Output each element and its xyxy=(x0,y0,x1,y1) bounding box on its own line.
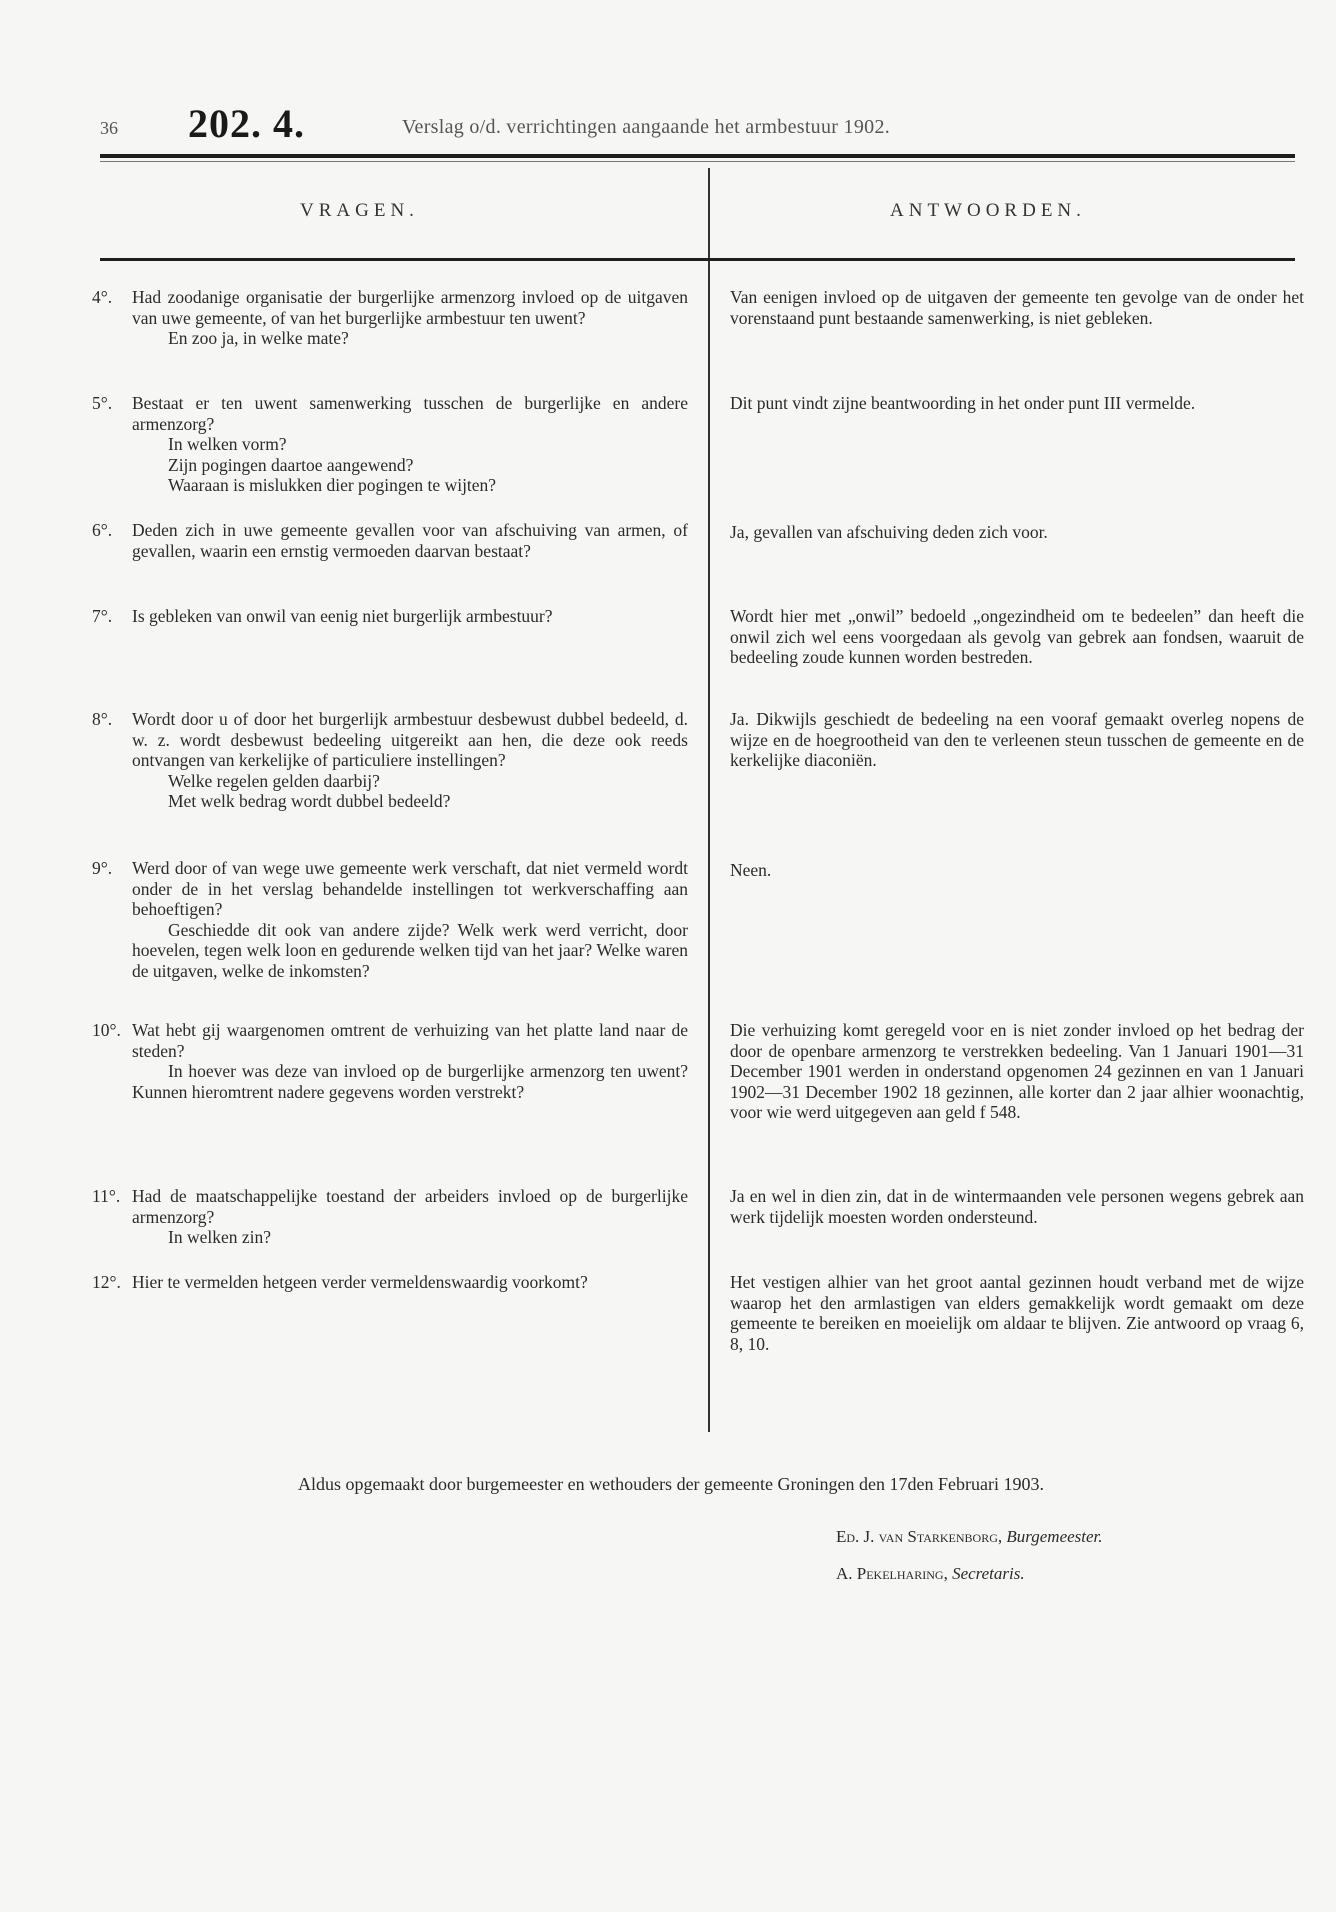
question-text: Wat hebt gij waargenomen omtrent de verhuizing van het platte land naar de steden? xyxy=(132,1020,688,1061)
question-7 xyxy=(92,606,688,627)
question-12 xyxy=(92,1272,688,1293)
question-number: 6°. xyxy=(92,520,113,540)
signatory-role: Burgemeester. xyxy=(1006,1527,1103,1546)
question-text: Bestaat er ten uwent samenwerking tusschen de burgerlijke en andere armenzorg? xyxy=(132,393,688,434)
question-text: Deden zich in uwe gemeente gevallen voor van afschuiving van armen, of gevallen, waarin een ernstig vermoeden daarvan bestaat? xyxy=(132,520,688,561)
answer-6: Ja, gevallen van afschuiving deden zich voor. xyxy=(730,522,1048,542)
signature-burgemeester: Ed. J. van Starkenborg, Burgemeester. xyxy=(836,1527,1103,1546)
question-11 xyxy=(92,1186,688,1248)
question-number: 12°. xyxy=(92,1272,121,1292)
question-text: Had zoodanige organisatie der burgerlijke armenzorg invloed op de uitgaven van uwe gemeente, of van het burgerlijke armbestuur ten uwent? xyxy=(132,287,688,328)
question-text: Wordt door u of door het burgerlijk armbestuur desbewust dubbel bedeeld, d. w. z. wordt desbewust bedeeling uitgereikt aan hen, die deze ook reeds ontvangen van kerkelijke of particuliere instellingen? xyxy=(132,709,688,770)
signatory-name: A. Pekelharing xyxy=(836,1564,944,1583)
question-5 xyxy=(92,393,688,496)
page-number: 36 xyxy=(100,118,118,138)
question-text: Hier te vermelden hetgeen verder vermeldenswaardig voorkomt? xyxy=(132,1272,588,1292)
question-8 xyxy=(92,709,688,812)
question-4 xyxy=(92,287,688,349)
question-number: 10°. xyxy=(92,1020,121,1040)
question-10 xyxy=(92,1020,688,1102)
question-number: 5°. xyxy=(92,393,113,413)
question-subtext: In welken zin? xyxy=(168,1227,272,1247)
question-text: Had de maatschappelijke toestand der arbeiders invloed op de burgerlijke armenzorg? xyxy=(132,1186,688,1227)
question-subtext: In welken vorm? xyxy=(168,434,287,454)
answer-12: Het vestigen alhier van het groot aantal gezinnen houdt verband met de wijze waarop het den armlastigen van elders gemakkelijk wordt gemaakt om deze gemeente te bereiken en moeielijk om aldaar te blijven. Zie antwoord op vraag 6, 8, 10. xyxy=(730,1272,1304,1354)
question-subtext: Waaraan is mislukken dier pogingen te wijten? xyxy=(168,475,497,495)
column-header-questions: VRAGEN. xyxy=(300,200,419,221)
answer-11: Ja en wel in dien zin, dat in de wintermaanden vele personen wegens gebrek aan werk tijdelijk moesten worden ondersteund. xyxy=(730,1186,1304,1227)
answer-7: Wordt hier met „onwil” bedoeld „ongezindheid om te bedeelen” dan heeft die onwil zich wel eens voorgedaan als gevolg van gebrek aan fondsen, waaruit de bedeeling zoude kunnen worden bestreden. xyxy=(730,606,1304,667)
signatory-name: Ed. J. van Starkenborg xyxy=(836,1527,998,1546)
question-number: 9°. xyxy=(92,858,113,878)
question-subtext: In hoever was deze van invloed op de burgerlijke armenzorg ten uwent? Kunnen hieromtrent nadere gegevens worden verstrekt? xyxy=(132,1061,688,1102)
document-number: 202. 4. xyxy=(188,101,305,146)
question-text: Is gebleken van onwil van eenig niet burgerlijk armbestuur? xyxy=(132,606,553,626)
closing-statement: Aldus opgemaakt door burgemeester en wethouders der gemeente Groningen den 17den Februari 1903. xyxy=(298,1474,1044,1494)
answer-4: Van eenigen invloed op de uitgaven der gemeente ten gevolge van de onder het vorenstaand punt bestaande samenwerking, is niet gebleken. xyxy=(730,287,1304,328)
answer-10: Die verhuizing komt geregeld voor en is niet zonder invloed op het bedrag der door de openbare armenzorg te verstrekken bedeeling. Van 1 Januari 1901—31 December 1901 werden in onderstand opgenomen 24 gezinnen en van 1 Januari 1902—31 December 1902 18 gezinnen, alle korter dan 2 jaar alhier woonachtig, voor wie werd uitgegeven aan geld f 548. xyxy=(730,1020,1304,1122)
question-subtext: Zijn pogingen daartoe aangewend? xyxy=(168,454,414,475)
header-rule-thin xyxy=(100,161,1295,162)
question-6 xyxy=(92,520,688,561)
signature-secretaris: A. Pekelharing, Secretaris. xyxy=(836,1564,1025,1583)
column-divider xyxy=(708,168,710,1432)
question-subtext: Met welk bedrag wordt dubbel bedeeld? xyxy=(168,791,451,811)
question-number: 7°. xyxy=(92,606,113,626)
column-header-rule xyxy=(100,258,1295,261)
question-subtext: Welke regelen gelden daarbij? xyxy=(168,770,380,791)
page-title: Verslag o/d. verrichtingen aangaande het armbestuur 1902. xyxy=(402,116,891,138)
answer-8: Ja. Dikwijls geschiedt de bedeeling na een vooraf gemaakt overleg nopens de wijze en de hoegrootheid van den te verleenen steun tusschen de gemeente en de kerkelijke diaconiën. xyxy=(730,709,1304,770)
question-subtext: En zoo ja, in welke mate? xyxy=(168,328,349,348)
question-9 xyxy=(92,858,688,981)
signatory-role: Secretaris. xyxy=(952,1564,1025,1583)
question-number: 11°. xyxy=(92,1186,121,1206)
question-number: 4°. xyxy=(92,287,113,307)
answer-9: Neen. xyxy=(730,860,772,880)
column-header-answers: ANTWOORDEN. xyxy=(890,200,1086,221)
question-subtext: Geschiedde dit ook van andere zijde? Welk werk werd verricht, door hoevelen, tegen welk loon en gedurende welken tijd van het jaar? Welke waren de uitgaven, welke de inkomsten? xyxy=(132,919,688,981)
header-rule xyxy=(100,154,1295,158)
page-header xyxy=(100,100,1280,146)
question-number: 8°. xyxy=(92,709,113,729)
question-text: Werd door of van wege uwe gemeente werk verschaft, dat niet vermeld wordt onder de in het verslag behandelde instellingen tot werkverschaffing aan behoeftigen? xyxy=(132,858,688,919)
answer-5: Dit punt vindt zijne beantwoording in het onder punt III vermelde. xyxy=(730,393,1196,413)
